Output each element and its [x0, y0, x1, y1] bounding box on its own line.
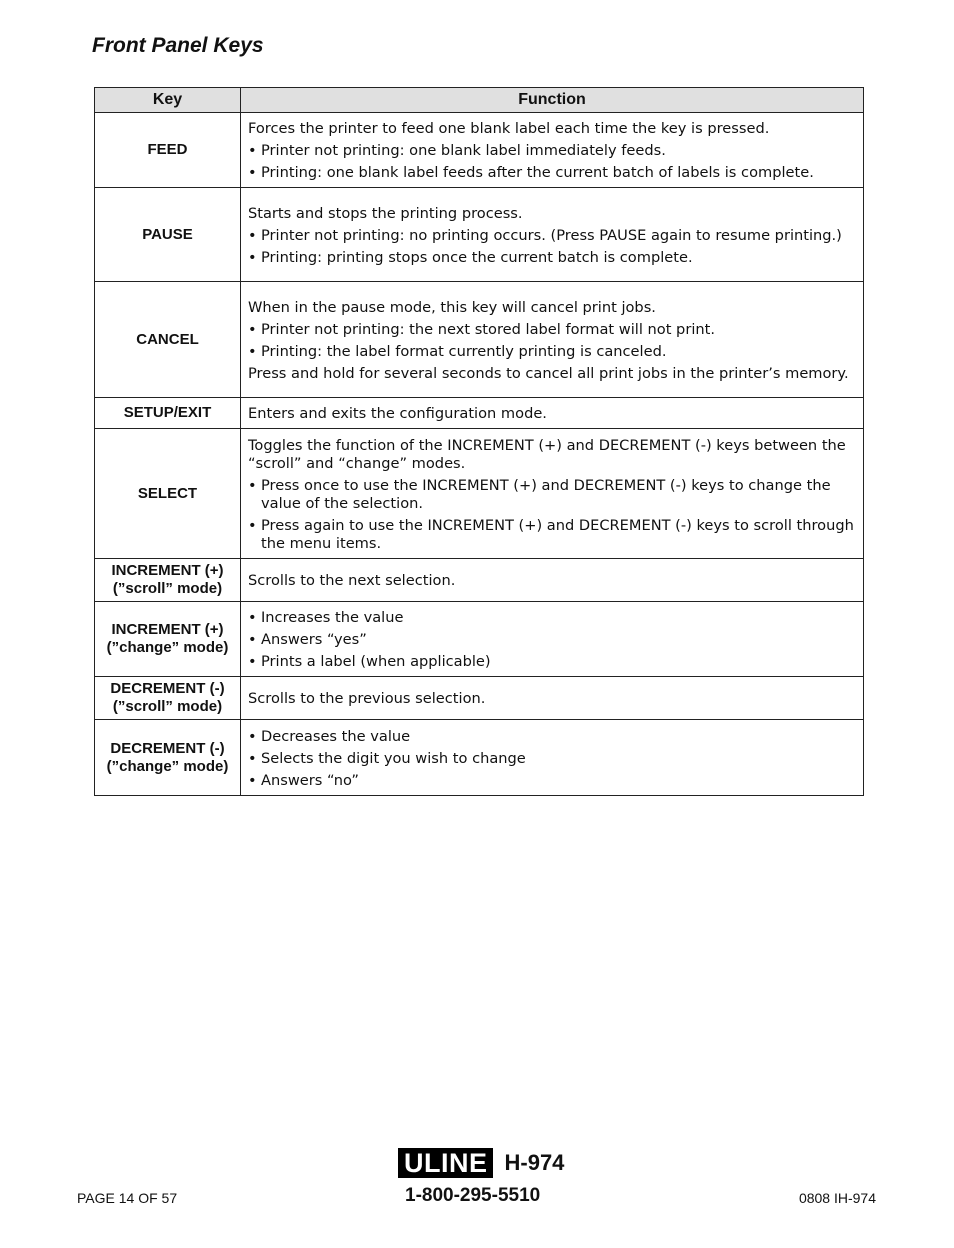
function-bullet: • Selects the digit you wish to change [248, 750, 857, 768]
key-cell [95, 720, 241, 796]
function-cell [241, 188, 864, 282]
key-cell [95, 282, 241, 398]
function-bullet: • Printer not printing: one blank label immediately feeds. [248, 142, 857, 160]
function-cell [241, 559, 864, 602]
function-bullet: • Prints a label (when applicable) [248, 653, 857, 671]
function-bullet-list [248, 142, 857, 182]
function-bullet: • Press again to use the INCREMENT (+) and DECREMENT (-) keys to scroll through the menu items. [248, 517, 857, 553]
function-bullet-list [248, 728, 857, 790]
key-mode: (”change” mode) [106, 639, 229, 656]
key-mode: (”change” mode) [106, 757, 229, 775]
column-header-key: Key [95, 88, 241, 113]
key-cell [95, 677, 241, 720]
function-cell [241, 113, 864, 188]
key-name: PAUSE [142, 225, 193, 243]
key-cell [95, 429, 241, 559]
function-bullet: • Printer not printing: the next stored label format will not print. [248, 321, 857, 339]
table-row [95, 113, 864, 188]
table-row [95, 720, 864, 796]
table-row [95, 559, 864, 602]
front-panel-keys-table [94, 87, 864, 796]
key-cell [95, 398, 241, 429]
function-cell [241, 677, 864, 720]
key-cell [95, 188, 241, 282]
function-cell [241, 282, 864, 398]
table-row [95, 602, 864, 677]
function-description: Enters and exits the configuration mode. [248, 405, 547, 422]
function-bullet: • Answers “no” [248, 772, 857, 790]
key-name: FEED [147, 141, 188, 158]
function-bullet-list [248, 477, 857, 553]
key-name: DECREMENT (-) [110, 739, 225, 757]
uline-logo: ULINE [398, 1148, 493, 1178]
function-description: When in the pause mode, this key will cancel print jobs. [248, 298, 656, 316]
table-row [95, 282, 864, 398]
key-mode: (”scroll” mode) [112, 698, 223, 715]
key-mode: (”scroll” mode) [112, 580, 223, 597]
document-code: 0808 IH-974 [798, 1190, 876, 1206]
brand-block [398, 1148, 564, 1178]
function-bullet: • Answers “yes” [248, 631, 857, 649]
table-row [95, 677, 864, 720]
column-header-function: Function [241, 88, 864, 113]
key-name: INCREMENT (+) [111, 562, 224, 579]
page-number: PAGE 14 OF 57 [77, 1190, 178, 1206]
function-bullet: • Decreases the value [248, 728, 857, 746]
table-row [95, 398, 864, 429]
function-bullet: • Printing: the label format currently printing is canceled. [248, 343, 857, 361]
function-cell [241, 602, 864, 677]
function-bullet: • Increases the value [248, 609, 857, 627]
page-title: Front Panel Keys [92, 34, 264, 57]
function-bullet-list [248, 227, 857, 267]
function-cell [241, 720, 864, 796]
key-cell [95, 113, 241, 188]
function-bullet: • Printing: printing stops once the current batch is complete. [248, 249, 857, 267]
function-cell [241, 398, 864, 429]
key-name: CANCEL [136, 330, 199, 348]
key-name: SELECT [137, 484, 198, 502]
function-description: Forces the printer to feed one blank label each time the key is pressed. [248, 120, 770, 137]
key-name: DECREMENT (-) [110, 680, 225, 697]
function-cell [241, 429, 864, 559]
function-bullet: • Printing: one blank label feeds after the current batch of labels is complete. [248, 164, 857, 182]
function-bullet-list [248, 321, 857, 361]
function-bullet-list [248, 609, 857, 671]
function-description: Scrolls to the next selection. [248, 572, 456, 589]
key-cell [95, 602, 241, 677]
key-name: SETUP/EXIT [123, 404, 212, 421]
function-description: Starts and stops the printing process. [248, 204, 523, 222]
table-row [95, 188, 864, 282]
key-cell [95, 559, 241, 602]
phone-number: 1-800-295-5510 [405, 1185, 541, 1206]
function-bullet: • Press once to use the INCREMENT (+) and DECREMENT (-) keys to change the value of the selection. [248, 477, 857, 513]
key-name: INCREMENT (+) [111, 621, 224, 638]
function-note: Press and hold for several seconds to cancel all print jobs in the printer’s memory. [248, 364, 849, 382]
model-number: H-974 [504, 1150, 565, 1175]
function-description: Scrolls to the previous selection. [248, 690, 486, 707]
table-header-row [95, 88, 864, 113]
function-bullet: • Printer not printing: no printing occurs. (Press PAUSE again to resume printing.) [248, 227, 857, 245]
function-description: Toggles the function of the INCREMENT (+) and DECREMENT (-) keys between the “scroll” and “change” modes. [248, 436, 846, 472]
table-row [95, 429, 864, 559]
